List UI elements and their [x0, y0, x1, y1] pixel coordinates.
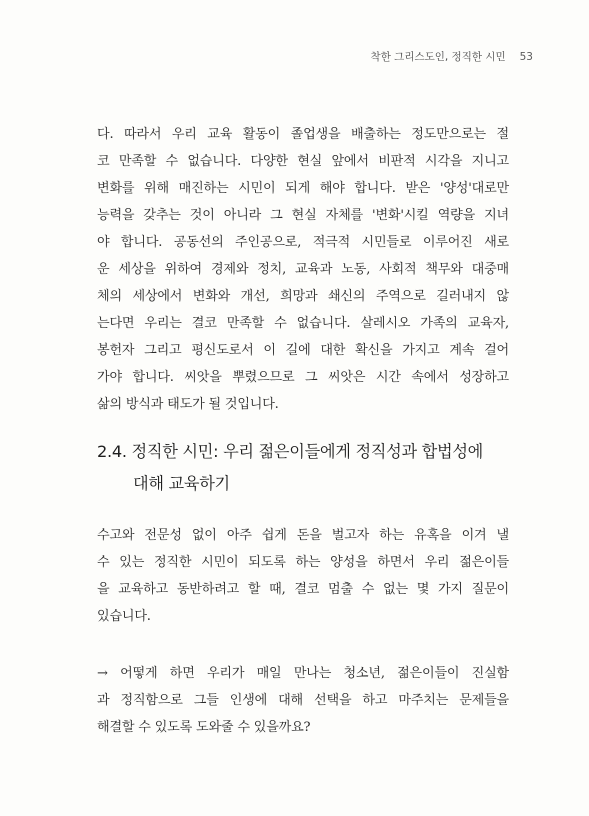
section-heading: [97, 436, 517, 500]
paragraph-1: [97, 121, 509, 418]
text-line: 야 합니다. 공동선의 주인공으로, 적극적 시민들로 이루어진 새로: [97, 235, 509, 250]
text-line: 다. 따라서 우리 교육 활동이 졸업생을 배출하는 정도만으로는 절: [97, 127, 509, 142]
text-line: 변화를 위해 매진하는 시민이 되게 해야 합니다. 받은 '양성'대로만: [97, 181, 509, 196]
text-line: 삶의 방식과 태도가 될 것입니다.: [97, 397, 279, 412]
paragraph-2: [97, 522, 509, 630]
text-line: 수고와 전문성 없이 아주 쉽게 돈을 벌고자 하는 유혹을 이겨 낼: [97, 528, 509, 543]
text-line: 있습니다.: [97, 609, 151, 624]
text-line: 가야 합니다. 씨앗을 뿌렸으므로 그 씨앗은 시간 속에서 성장하고: [97, 370, 509, 385]
section-heading-line-2: 대해 교육하기: [133, 474, 230, 493]
text-line: → 어떻게 하면 우리가 매일 만나는 청소년, 젊은이들이 진실함: [97, 666, 509, 681]
text-line: 을 교육하고 동반하려고 할 때, 결코 멈출 수 없는 몇 가지 질문이: [97, 582, 509, 597]
text-line: 해결할 수 있도록 도와줄 수 있을까요?: [97, 720, 311, 735]
text-line: 체의 세상에서 변화와 개선, 희망과 쇄신의 주역으로 길러내지 않: [97, 289, 509, 304]
text-line: 는다면 우리는 결코 만족할 수 없습니다. 살레시오 가족의 교육자,: [97, 316, 509, 331]
paragraph-3: [97, 660, 509, 741]
text-line: 능력을 갖추는 것이 아니라 그 현실 자체를 '변화'시킬 역량을 지녀: [97, 208, 509, 223]
text-line: 코 만족할 수 없습니다. 다양한 현실 앞에서 비판적 시각을 지니고: [97, 154, 509, 169]
section-heading-line-1: 2.4. 정직한 시민: 우리 젊은이들에게 정직성과 합법성에: [97, 442, 483, 461]
running-header: [371, 49, 533, 64]
text-line: 과 정직함으로 그들 인생에 대해 선택을 하고 마주치는 문제들을: [97, 693, 509, 708]
page-number: 53: [519, 51, 533, 63]
text-line: 봉헌자 그리고 평신도로서 이 길에 대한 확신을 가지고 계속 걸어: [97, 343, 509, 358]
text-line: 수 있는 정직한 시민이 되도록 하는 양성을 하면서 우리 젊은이들: [97, 555, 509, 570]
text-line: 운 세상을 위하여 경제와 정치, 교육과 노동, 사회적 책무와 대중매: [97, 262, 509, 277]
running-title: 착한 그리스도인, 정직한 시민: [370, 51, 506, 63]
